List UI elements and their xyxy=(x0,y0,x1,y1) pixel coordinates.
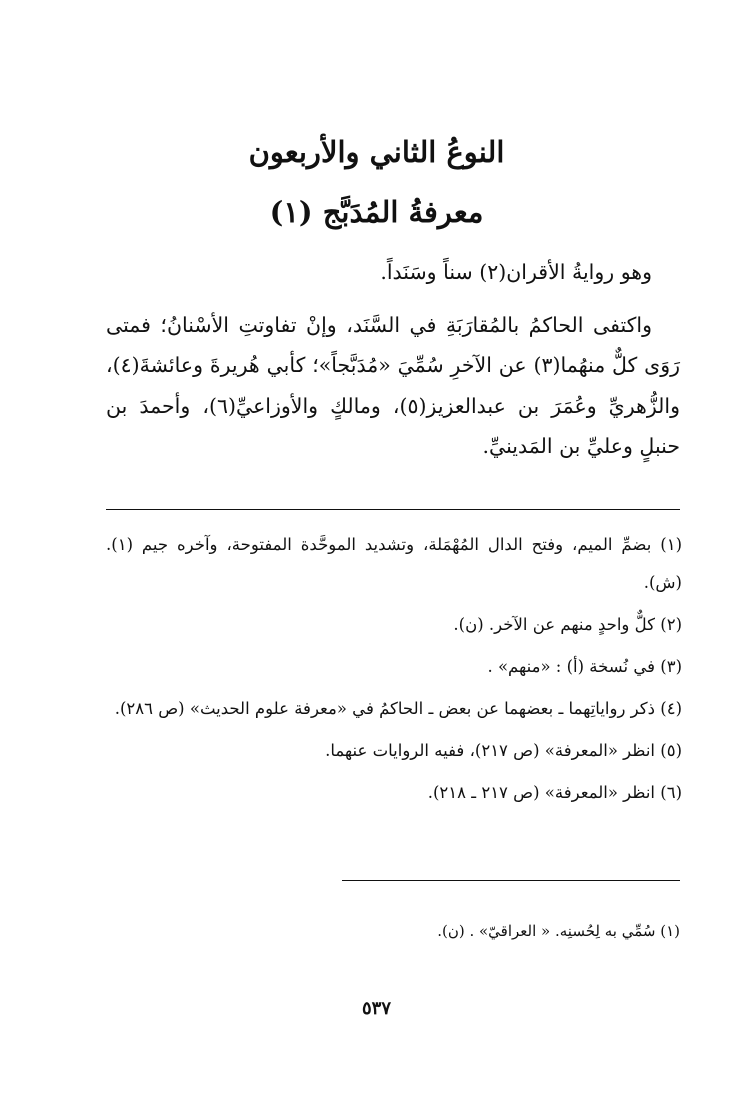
subfootnote-separator xyxy=(342,880,680,881)
footnote-list xyxy=(106,526,682,816)
footnote-1: (١) بضمِّ الميم، وفتح الدال المُهْمَلة، وتشديد الموحَّدة المفتوحة، وآخره جيم (١). (ش). xyxy=(106,535,682,592)
paragraph-2: واكتفى الحاكمُ بالمُقارَبَةِ في السَّنَد، وإنْ تفاوتتِ الأسْنانُ؛ فمتى رَوَى كلٌّ منهُما(٣) عن الآخرِ سُمِّيَ «مُدَبَّجاً»؛ كأبي هُريرةَ وعائشةَ(٤)، والزُّهريِّ وعُمَرَ بن عبدالعزيز(٥)، ومالكٍ والأوزاعيِّ(٦)، وأحمدَ بن حنبلٍ وعليِّ بن المَدينيِّ. xyxy=(106,312,681,458)
footnote-4: (٤) ذكر رواياتِهما ـ بعضهما عن بعض ـ الحاكمُ في «معرفة علوم الحديث» (ص ٢٨٦). xyxy=(114,699,682,718)
paragraph-1: وهو روايةُ الأقران(٢) سناً وسَنَداً. xyxy=(380,260,652,284)
section-title: معرفةُ المُدَبَّج (١) xyxy=(269,195,484,229)
footnote-6: (٦) انظر «المعرفة» (ص ٢١٧ ـ ٢١٨). xyxy=(427,783,682,802)
main-text xyxy=(106,252,680,467)
footnote-2: (٢) كلٌّ واحدٍ منهم عن الآخر. (ن). xyxy=(453,615,682,634)
footnote-3: (٣) في نُسخة (أ) : «منهم» . xyxy=(487,657,682,676)
page-number: ٥٣٧ xyxy=(361,998,391,1019)
footnote-5: (٥) انظر «المعرفة» (ص ٢١٧)، ففيه الروايات عنهما. xyxy=(325,741,682,760)
chapter-title: النوعُ الثاني والأربعون xyxy=(248,135,505,169)
footnote-separator xyxy=(106,509,680,510)
subfootnote: (١) سُمِّي به لِحُسنِه. « العراقيّ» . (ن). xyxy=(437,922,680,940)
